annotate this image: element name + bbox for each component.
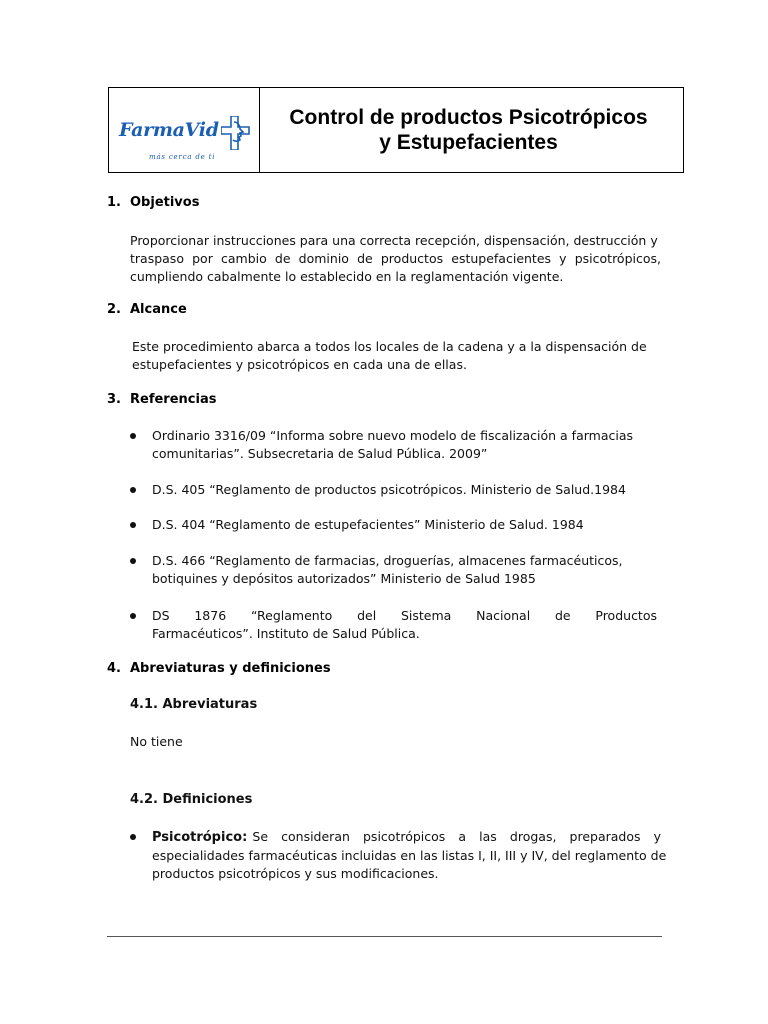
section-heading-abreviaturas <box>107 661 331 676</box>
title-line-2: y Estupefacientes <box>379 131 558 154</box>
reference-item: Ordinario 3316/09 “Informa sobre nuevo modelo de fiscalización a farmacias comunitarias”. Subsecretaria de Salud Pública. 2009” <box>152 428 634 461</box>
bullet-icon <box>130 433 136 439</box>
section-heading-alcance <box>107 302 187 317</box>
title-line-1: Control de productos Psicotrópicos <box>289 106 648 129</box>
bullet-icon <box>130 834 136 840</box>
paragraph-line: traspaso por cambio de dominio de productos estupefacientes y psicotrópicos, <box>130 251 661 266</box>
section-number: 2. <box>107 302 121 317</box>
section-title: Abreviaturas y definiciones <box>130 661 331 676</box>
logo <box>109 88 260 172</box>
subsection-heading-abreviaturas: 4.1. Abreviaturas <box>130 697 258 712</box>
bullet-icon <box>130 613 136 619</box>
logo-tagline: más cerca de ti <box>149 153 216 161</box>
reference-item: DS 1876 “Reglamento del Sistema Nacional de Productos Farmacéuticos”. Instituto de Salud Pública. <box>152 608 657 641</box>
definition-term: Psicotrópico: <box>152 830 248 845</box>
page-title <box>289 105 647 155</box>
pharmacy-cross-icon <box>221 116 251 150</box>
footer-divider <box>107 936 662 937</box>
paragraph-line: cumpliendo cabalmente lo establecido en la reglamentación vigente. <box>130 269 564 284</box>
bullet-icon <box>130 487 136 493</box>
objetivos-paragraph <box>130 232 661 286</box>
section-title: Alcance <box>130 302 187 317</box>
section-heading-objetivos <box>107 195 199 210</box>
paragraph-line: estupefacientes y psicotrópicos en cada una de ellas. <box>132 357 467 372</box>
section-number: 3. <box>107 392 121 407</box>
document-header <box>108 87 684 173</box>
definition-text: Se consideran psicotrópicos a las drogas, preparados y <box>252 829 661 844</box>
reference-item: D.S. 405 “Reglamento de productos psicotrópicos. Ministerio de Salud.1984 <box>152 482 626 497</box>
section-number: 1. <box>107 195 121 210</box>
reference-item: D.S. 466 “Reglamento de farmacias, droguerías, almacenes farmacéuticos, botiquines y depósitos autorizados” Ministerio de Salud 1985 <box>152 553 623 586</box>
bullet-icon <box>130 522 136 528</box>
logo-name: FarmaVid <box>119 119 219 141</box>
section-number: 4. <box>107 661 121 676</box>
section-heading-referencias <box>107 392 216 407</box>
subsection-heading-definiciones: 4.2. Definiciones <box>130 792 253 807</box>
section-title: Objetivos <box>130 195 200 210</box>
bullet-icon <box>130 558 136 564</box>
section-title: Referencias <box>130 392 217 407</box>
abreviaturas-text: No tiene <box>130 734 183 749</box>
title-cell <box>260 88 683 172</box>
reference-item: D.S. 404 “Reglamento de estupefacientes” Ministerio de Salud. 1984 <box>152 517 584 532</box>
definition-item: Psicotrópico: Se consideran psicotrópicos a las drogas, preparados y especialidades farmacéuticas incluidas en las listas I, II, III y IV, del reglamento de productos psicotrópicos y sus modificaciones. <box>152 829 667 881</box>
alcance-paragraph <box>132 338 661 374</box>
paragraph-line: Proporcionar instrucciones para una correcta recepción, dispensación, destrucción y <box>130 233 658 248</box>
paragraph-line: Este procedimiento abarca a todos los locales de la cadena y a la dispensación de <box>132 339 647 354</box>
